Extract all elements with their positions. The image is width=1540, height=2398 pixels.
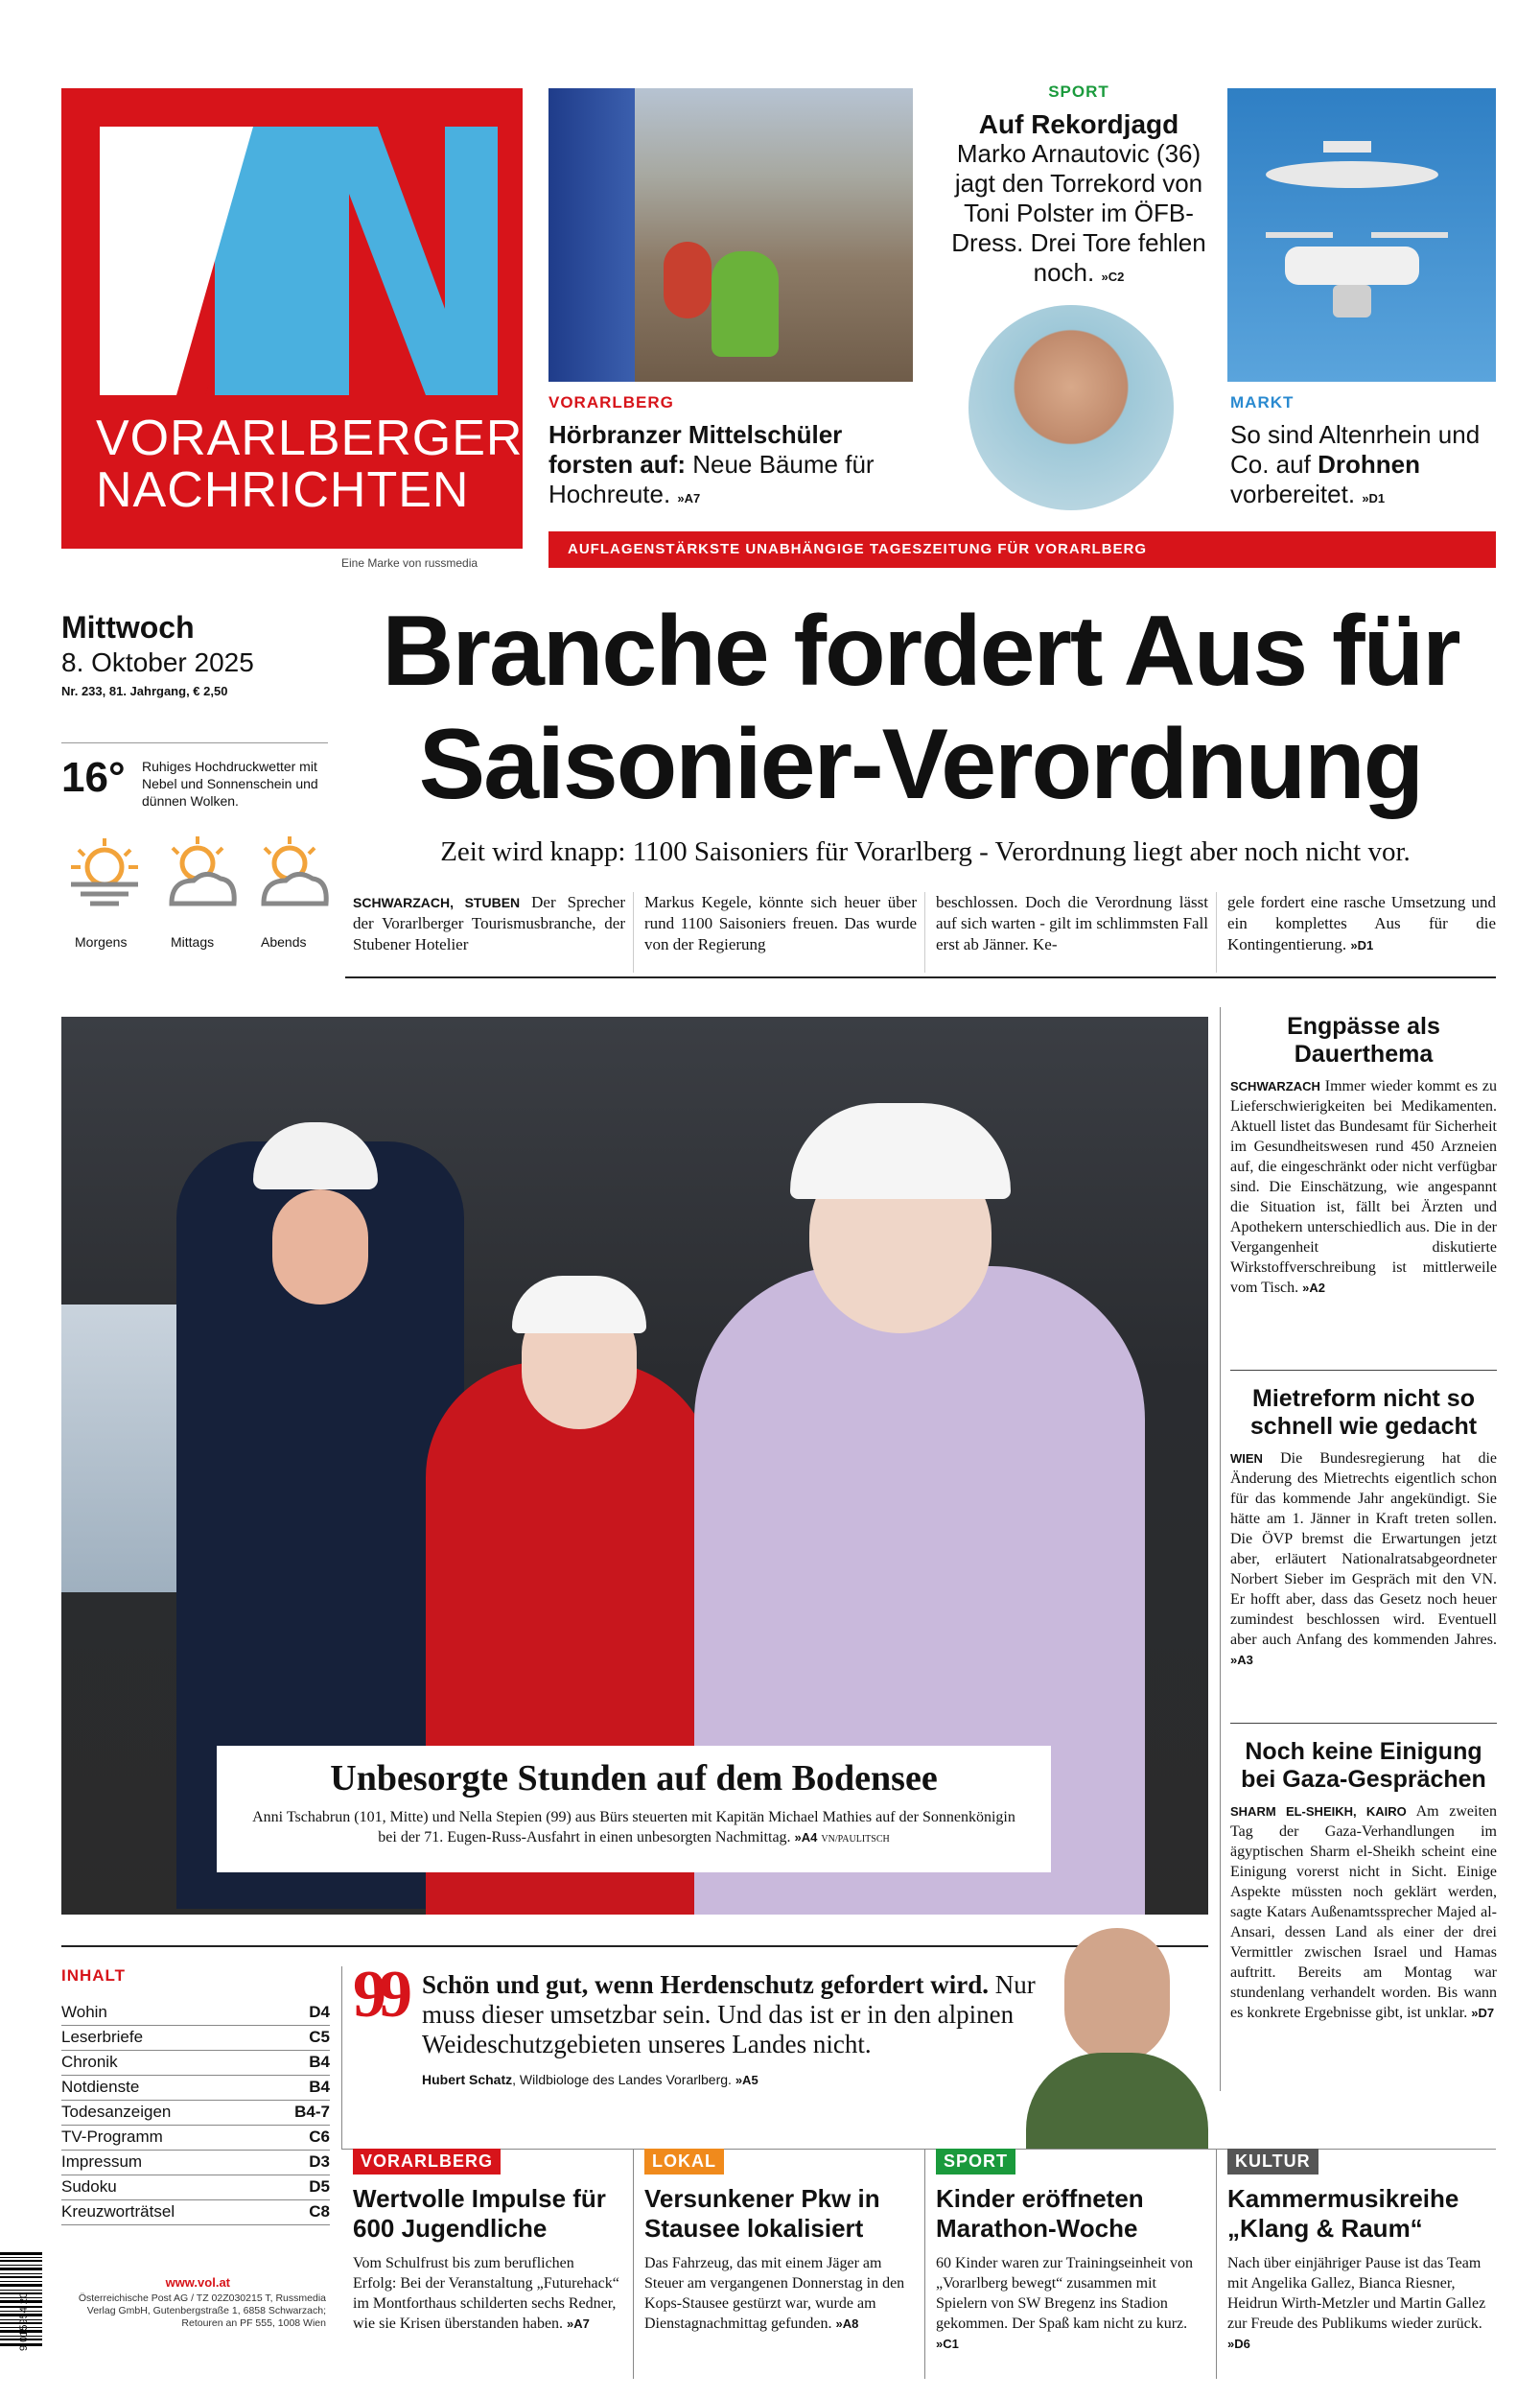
bottom-story-ref[interactable]: »D6 [1227,2337,1250,2351]
column-rule [633,2149,634,2379]
lead-col-2: Markus Kegele, könnte sich heuer über rund 1100 Saisoniers freuen. Das wurde von der Regierung [644,893,917,953]
weather-icons [61,835,339,950]
column-rule [924,2149,925,2379]
sidebar-story-1-headline: Engpässe als Dauerthema [1287,1013,1440,1068]
quote-mark-icon: 99 [353,1958,405,2032]
teaser-photo-trees[interactable] [548,88,913,382]
sun-fog-icon [61,835,148,911]
sidebar-story-2-dateline: WIEN [1230,1451,1263,1466]
contents-item-page: B4-7 [294,2103,330,2121]
masthead-name [96,412,523,516]
contents-box [61,1966,330,2225]
lead-col-1 [353,892,625,955]
bottom-story-section: KULTUR [1227,2149,1318,2175]
issue-info: Nr. 233, 81. Jahrgang, € 2,50 [61,684,228,698]
teaser-1-ref[interactable]: »A7 [677,491,701,505]
photo-credit: VN/PAULITSCH [821,1834,890,1845]
bottom-story-section: SPORT [936,2149,1015,2175]
column-rule [633,892,634,973]
teaser-3-section: MARKT [1230,393,1295,411]
quote-lead: Schön und gut, wenn Herdenschutz gefordert wird. [422,1970,990,1999]
quote-box [422,1970,1055,2089]
sidebar-story-2[interactable] [1230,1385,1497,1670]
weather-period-morning: Morgens [75,934,128,950]
vn-logo-icon [61,117,523,405]
bottom-story-section: LOKAL [644,2149,724,2175]
captain-hat [253,1122,378,1189]
photo-story-caption-box [217,1746,1051,1872]
quote-role: , Wildbiologe des Landes Vorarlberg. [512,2072,732,2087]
column-rule [1216,2149,1217,2379]
contents-item-name: Todesanzeigen [61,2103,172,2121]
sidebar-story-1[interactable] [1230,1013,1497,1298]
teaser-3-headline-pre: So sind Altenrhein und Co. auf [1230,420,1481,479]
column-rule [1216,892,1217,973]
lead-ref[interactable]: »D1 [1350,938,1374,952]
bottom-story-headline: Wertvolle Impulse für 600 Jugendliche [353,2184,606,2243]
lead-col-4 [1227,892,1496,956]
teaser-1-headline: Neue Bäume für Hochreute. [548,450,875,508]
sidebar-story-1-dateline: SCHWARZACH [1230,1079,1320,1093]
teaser-1[interactable] [548,393,913,513]
lead-col-1-text: Der Sprecher der Vorarlberger Tourismusbranche, der Stubener Hotelier [353,893,625,953]
weather-period-evening: Abends [261,934,307,950]
lead-headline-line2: Saisonier-Verordnung [418,709,1423,820]
brand-line: Eine Marke von russmedia [341,556,478,570]
weather-description: Ruhiges Hochdruckwetter mit Nebel und Sonnenschein und dünnen Wolken. [142,759,318,809]
bottom-story-headline: Kammermusikreihe „Klang & Raum“ [1227,2184,1459,2243]
photo-story-ref[interactable]: »A4 [794,1830,818,1845]
sidebar-story-3-headline: Noch keine Einigung bei Gaza-Gesprächen [1241,1738,1486,1793]
sidebar-rule [1220,1007,1221,2091]
sidebar-story-2-headline: Mietreform nicht so schnell wie gedacht [1249,1385,1478,1440]
contents-item-page: B4 [309,2053,330,2071]
tagline-bar [548,531,1496,568]
contents-item-name: Sudoku [61,2177,117,2196]
contents-item-page: D5 [309,2177,330,2196]
teaser-3-headline-post: vorbereitet. [1230,480,1356,508]
child-figure [712,251,779,357]
bottom-story[interactable] [1227,2141,1496,2354]
lead-col-4-text: gele fordert eine rasche Umsetzung und ein komplettes Aus für die Kontingentierung. [1227,893,1496,953]
contents-item[interactable] [61,2026,330,2051]
person-figure [548,88,635,382]
teaser-2-ref[interactable]: »C2 [1101,270,1125,284]
bottom-story-ref[interactable]: »A8 [835,2316,859,2331]
contents-item[interactable] [61,2200,330,2225]
contents-item-page: C5 [309,2028,330,2046]
contents-item[interactable] [61,2126,330,2151]
contents-item-name: Chronik [61,2053,118,2071]
drone-icon [1227,88,1496,382]
lead-headline[interactable] [345,595,1496,821]
sun-cloud-icon [157,835,244,911]
teaser-photo-drones[interactable] [1227,88,1496,382]
sidebar-story-2-text: Die Bundesregierung hat die Änderung des Mietrechts eigentlich schon für das kommende Jahr angekündigt. Sie hätte am 1. Jänner in Kraft treten sollen. Die ÖVP bremst die Erwartungen jetzt aber, erläutert Nationalratsabgeordneter Norbert Sieber im Gespräch mit den VN. Er hofft aber, dass das Gesetz noch heuer zumindest beschlossen wird. Eventuell aber auch Anfang des kommenden Jahres. [1230,1450,1498,1648]
quote-text: Nur muss dieser umsetzbar sein. Und das ist er in den alpinen Weideschutzgebieten unseres Landes nicht. [422,1970,1036,2058]
bottom-story[interactable] [353,2141,621,2334]
sidebar-story-3-dateline: SHARM EL-SHEIKH, KAIRO [1230,1804,1407,1819]
lead-headline-line1: Branche fordert Aus für [382,596,1459,707]
teaser-3[interactable] [1230,393,1499,513]
teaser-1-headline-bold: Hörbranzer Mittelschüler forsten auf: [548,420,843,479]
contents-title: INHALT [61,1966,127,1985]
bottom-story[interactable] [644,2141,913,2334]
teaser-2-headline-bold: Auf Rekordjagd [978,109,1179,139]
contents-item[interactable] [61,2101,330,2126]
sidebar-story-3[interactable] [1230,1738,1497,2023]
teaser-2[interactable] [940,82,1218,292]
bottom-story-section: VORARLBERG [353,2149,501,2175]
divider [1230,1370,1497,1371]
quote-ref[interactable]: »A5 [735,2073,758,2087]
masthead-name-line1: VORARLBERGER [96,411,524,466]
quote-author-photo [1016,1918,1208,2149]
contents-item-name: TV-Programm [61,2128,163,2146]
bottom-story-text: Das Fahrzeug, das mit einem Jäger am Steuer am vergangenen Donnerstag in den Kops-Stausee gestürzt war, wurde am Dienstagnachmittag gefunden. [644,2255,905,2332]
teaser-3-ref[interactable]: »D1 [1362,491,1386,505]
bottom-story-ref[interactable]: »A7 [567,2316,590,2331]
bottom-story-headline: Versunkener Pkw in Stausee lokalisiert [644,2184,880,2243]
contents-item-page: C8 [309,2202,330,2221]
quote-author: Hubert Schatz [422,2072,513,2087]
contents-item-name: Kreuzworträtsel [61,2202,175,2221]
divider [1230,1723,1497,1724]
contents-item[interactable] [61,2051,330,2076]
lead-col-3: beschlossen. Doch die Verordnung lässt auf sich warten - gilt im schlimmsten Fall erst ab Jänner. Ke- [936,893,1208,953]
column-rule [341,1966,342,2149]
footer-website[interactable]: www.vol.at [165,2275,230,2290]
contents-item[interactable] [61,2151,330,2175]
weather-period-noon: Mittags [171,934,215,950]
bottom-story-text: Vom Schulfrust bis zum beruflichen Erfolg: Bei der Veranstaltung „Futurehack“ im Montforthaus schilderten sechs Redner, wie sie Krisen überstanden haben. [353,2255,619,2332]
tagline-text: AUFLAGENSTÄRKSTE UNABHÄNGIGE TAGESZEITUNG FÜR VORARLBERG [568,541,1148,557]
contents-item-name: Impressum [61,2152,143,2171]
weather-temperature: 16° [61,754,126,801]
teaser-2-headline: Marko Arnautovic (36) jagt den Torrekord von Toni Polster im ÖFB-Dress. Drei Tore fehlen noch. [951,139,1206,287]
photo-story-caption [242,1807,1026,1849]
contents-item[interactable] [61,2076,330,2101]
contents-item-name: Leserbriefe [61,2028,144,2046]
captain-face [272,1189,368,1305]
teaser-photo-arnautovic[interactable] [968,305,1174,510]
photo-story-headline[interactable]: Unbesorgte Stunden auf dem Bodensee [330,1758,938,1798]
contents-item-page: C6 [309,2128,330,2146]
contents-item-name: Notdienste [61,2078,140,2096]
contents-item[interactable] [61,2175,330,2200]
masthead-name-line2: NACHRICHTEN [96,462,470,518]
divider [61,742,328,743]
sidebar-story-3-ref[interactable]: »D7 [1471,2006,1495,2020]
woman-hat [512,1276,646,1333]
contents-item-name: Wohin [61,2003,107,2021]
bottom-story-text: Nach über einjähriger Pause ist das Team mit Angelika Gallez, Bianca Riesner, Heidrun Wirth-Metzler und Martin Gallez zur Freude des Publikums wieder zurück. [1227,2255,1486,2332]
teaser-3-headline-bold: Drohnen [1318,450,1420,479]
bottom-story-ref[interactable]: »C1 [936,2337,959,2351]
masthead-logo[interactable] [61,88,523,549]
bottom-story[interactable] [936,2141,1204,2354]
barcode-number: 9 015954 20 [18,2292,30,2351]
sidebar-story-2-ref[interactable]: »A3 [1230,1653,1253,1667]
teaser-2-section: SPORT [1048,82,1109,101]
bottom-story-text: 60 Kinder waren zur Trainingseinheit von „Vorarlberg bewegt“ zusammen mit Spielern von SW Bregenz ins Stadion gekommen. Der Spaß kam nicht zu kurz. [936,2255,1193,2332]
photo-story-caption-text: Anni Tschabrun (101, Mitte) und Nella Stepien (99) aus Bürs steuerten mit Kapitän Michael Mathies auf der Sonnenkönigin bei der 71. Eugen-Russ-Ausfahrt in einen unbesorgten Nachmittag. [252,1809,1015,1846]
lead-dateline: SCHWARZACH, STUBEN [353,895,521,910]
lead-subhead: Zeit wird knapp: 1100 Saisoniers für Vorarlberg - Verordnung liegt aber noch nicht vor. [440,836,1411,867]
sidebar-story-3-text: Am zweiten Tag der Gaza-Verhandlungen im ägyptischen Sharm el-Sheikh scheint eine Einigung vorerst nicht in Sicht. Einige Aspekte müssten noch geklärt werden, sagte Katars Außenamtssprecher Majed al-Ansari, dessen Land als einer der drei Vermittler zwischen Israel und Hamas auftritt. Bereits am Montag war stundenlang verhandelt worden. Bis wann es konkrete Ergebnisse gibt, ist unklar. [1230,1803,1498,2021]
sun-cloud-icon [249,835,336,911]
column-rule [924,892,925,973]
divider [345,976,1496,978]
contents-item[interactable] [61,2001,330,2026]
contents-item-page: B4 [309,2078,330,2096]
woman-hat [790,1103,1011,1199]
sidebar-story-1-ref[interactable]: »A2 [1302,1281,1325,1295]
date: 8. Oktober 2025 [61,647,254,677]
weekday: Mittwoch [61,610,195,645]
contents-item-page: D3 [309,2152,330,2171]
sidebar-story-1-text: Immer wieder kommt es zu Lieferschwierigkeiten bei Medikamenten. Aktuell listet das Bundesamt für Sicherheit im Gesundheitswesen rund 450 Arzneien auf, die eingeschränkt oder nicht verfügbar sind. Die Einschätzung, wie angespannt die Situation ist, fällt bei Ärzten und Apothekern unterschiedlich aus. Die in der Vergangenheit diskutierte Wirkstoffverschreibung ist mittlerweile vom Tisch. [1230,1078,1498,1296]
child-figure [664,242,712,318]
footer-imprint: Österreichische Post AG / TZ 02Z030215 T, Russmedia Verlag GmbH, Gutenbergstraße 1, 6858 Schwarzach; Retouren an PF 555, 1008 Wien [78,2292,326,2329]
teaser-1-section: VORARLBERG [548,393,674,411]
contents-item-page: D4 [309,2003,330,2021]
dateline [61,610,330,698]
bottom-story-headline: Kinder eröffneten Marathon-Woche [936,2184,1144,2243]
